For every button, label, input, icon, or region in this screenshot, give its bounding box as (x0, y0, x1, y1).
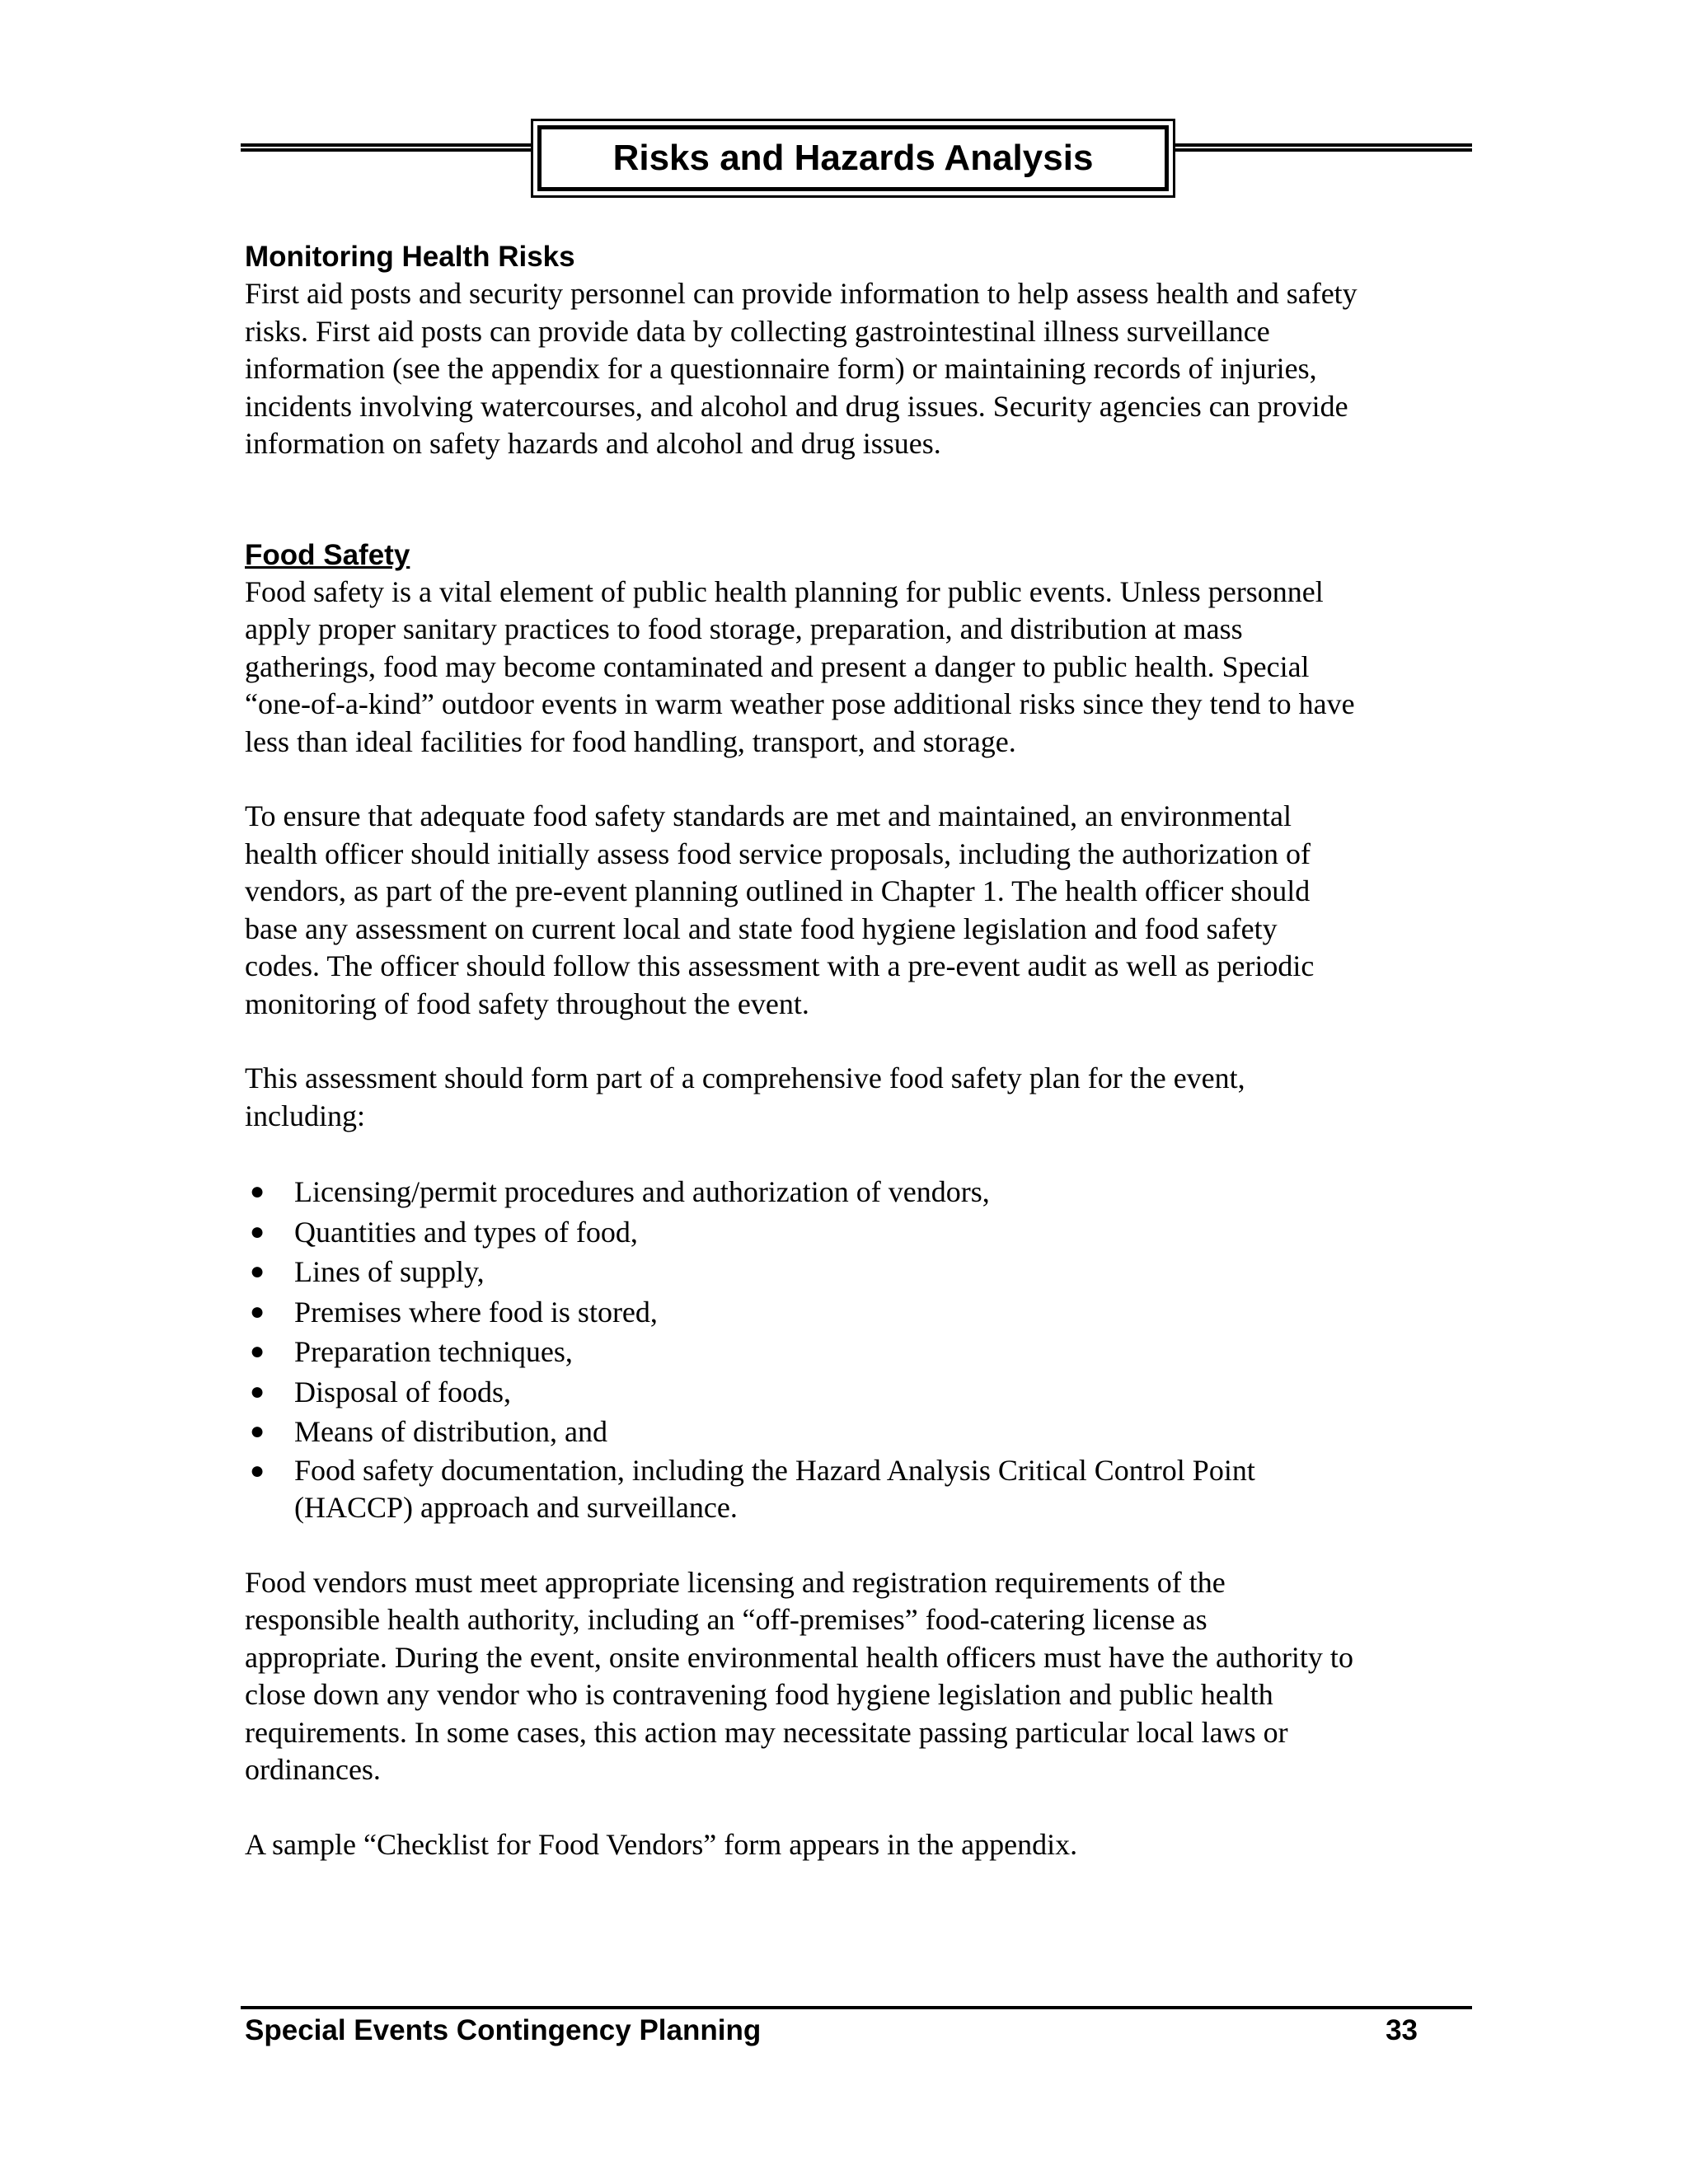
text-line: monitoring of food safety throughout the event. (245, 987, 809, 1020)
food-safety-paragraph-5 (245, 1826, 1477, 1864)
list-item: ● Food safety documentation, including the Hazard Analysis Critical Control Point (HACCP) approach and surveillance. (250, 1453, 1255, 1524)
monitoring-paragraph (245, 275, 1477, 463)
bullet-icon: ● (250, 1456, 265, 1484)
text-line: requirements. In some cases, this action may necessitate passing particular local laws or (245, 1715, 1288, 1749)
text-line: health officer should initially assess food service proposals, including the authorization of (245, 837, 1311, 870)
list-item: ● Licensing/permit procedures and authorization of vendors, (245, 1172, 1477, 1212)
text-line: This assessment should form part of a comprehensive food safety plan for the event, (245, 1062, 1245, 1094)
list-item: ● Disposal of foods, (245, 1372, 1477, 1413)
bullet-icon: ● (250, 1217, 265, 1245)
list-item: ● Premises where food is stored, (245, 1292, 1477, 1333)
text-line: information (see the appendix for a questionnaire form) or maintaining records of injuries, (245, 352, 1317, 385)
list-item: ● Means of distribution, and (245, 1412, 1477, 1452)
text-line: codes. The officer should follow this assessment with a pre-event audit as well as periodic (245, 949, 1315, 982)
bullet-icon: ● (250, 1418, 265, 1445)
banner-rule-right (1175, 143, 1472, 152)
page-title: Risks and Hazards Analysis (537, 125, 1169, 191)
bullet-icon: ● (250, 1258, 265, 1285)
text-line: First aid posts and security personnel can provide information to help assess health and safety (245, 277, 1357, 310)
food-safety-paragraph-4 (245, 1564, 1477, 1789)
text-line: incidents involving watercourses, and alcohol and drug issues. Security agencies can provide (245, 389, 1348, 423)
list-item: ● Preparation techniques, (245, 1332, 1477, 1372)
text-line: To ensure that adequate food safety standards are met and maintained, an environmental (245, 799, 1292, 832)
text-line: A sample “Checklist for Food Vendors” form appears in the appendix. (245, 1827, 1078, 1861)
food-safety-paragraph-2 (245, 798, 1477, 1023)
text-line: Food vendors must meet appropriate licensing and registration requirements of the (245, 1565, 1226, 1599)
list-item: ● Quantities and types of food, (245, 1212, 1477, 1253)
food-safety-paragraph-1 (245, 574, 1477, 762)
text-line: responsible health authority, including an “off-premises” food-catering license as (245, 1603, 1207, 1636)
text-line: Food safety is a vital element of public health planning for public events. Unless personnel (245, 574, 1324, 608)
text-line: ordinances. (245, 1753, 381, 1786)
text-line: including: (245, 1099, 365, 1132)
banner-box (531, 119, 1175, 198)
text-line: risks. First aid posts can provide data by collecting gastrointestinal illness surveillance (245, 314, 1270, 348)
bullet-icon: ● (250, 1338, 265, 1365)
footer-rule (241, 2006, 1472, 2009)
text-line: gatherings, food may become contaminated and present a danger to public health. Special (245, 649, 1310, 683)
food-safety-plan-list (245, 1172, 1477, 1527)
main-content (245, 239, 1477, 1863)
page-number: 33 (1386, 2014, 1418, 2046)
list-item: ● Lines of supply, (245, 1252, 1477, 1292)
bullet-icon: ● (250, 1178, 265, 1205)
bullet-icon: ● (250, 1297, 265, 1325)
text-line: close down any vendor who is contravening food hygiene legislation and public health (245, 1678, 1273, 1711)
bullet-icon: ● (250, 1377, 265, 1405)
banner-rule-left (241, 143, 531, 152)
text-line: “one-of-a-kind” outdoor events in warm weather pose additional risks since they tend to have (245, 687, 1355, 720)
food-safety-heading: Food Safety (245, 538, 410, 571)
food-safety-paragraph-3 (245, 1060, 1477, 1135)
text-line: vendors, as part of the pre-event planning outlined in Chapter 1. The health officer should (245, 874, 1311, 907)
text-line: information on safety hazards and alcohol and drug issues. (245, 427, 941, 460)
monitoring-heading: Monitoring Health Risks (245, 241, 575, 273)
section-banner (241, 119, 1472, 198)
footer-title: Special Events Contingency Planning (245, 2014, 762, 2046)
text-line: base any assessment on current local and state food hygiene legislation and food safety (245, 912, 1278, 945)
text-line: apply proper sanitary practices to food storage, preparation, and distribution at mass (245, 612, 1243, 645)
text-line: less than ideal facilities for food handling, transport, and storage. (245, 724, 1016, 758)
text-line: appropriate. During the event, onsite environmental health officers must have the authority to (245, 1640, 1353, 1674)
